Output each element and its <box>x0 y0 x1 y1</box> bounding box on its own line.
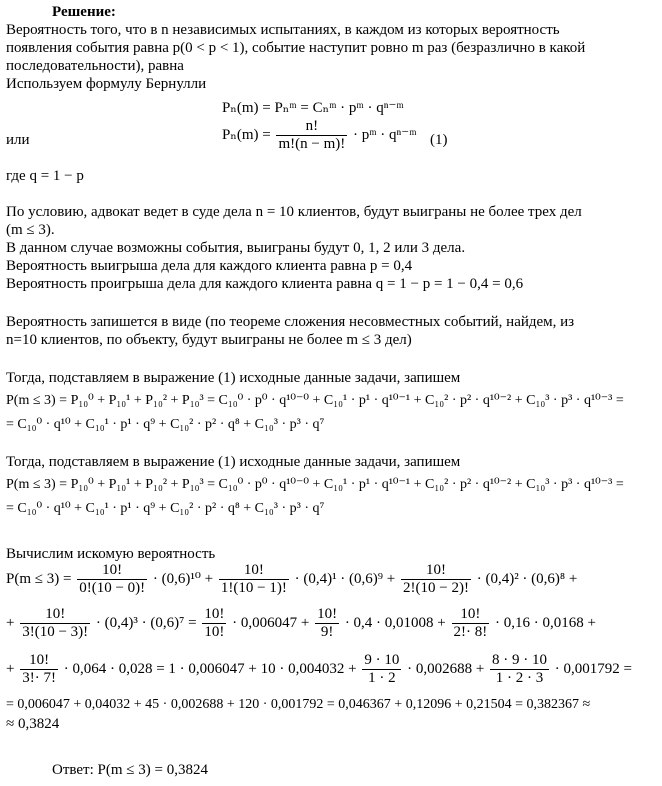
bernoulli-numerator: n! <box>305 118 319 134</box>
intro-line-4: Используем формулу Бернулли <box>6 76 207 92</box>
fraction-numerator: 10! <box>45 606 66 622</box>
fraction-10-28 <box>452 606 490 641</box>
calc-line-1 <box>6 562 577 597</box>
compute-text: Вычислим искомую вероятность <box>6 546 216 562</box>
fraction-numerator: 10! <box>102 562 123 578</box>
fraction-numerator: 10! <box>317 606 338 622</box>
calc-approx: ≈ 0,3824 <box>6 716 60 732</box>
calc-p-label: P(m ≤ 3) = <box>6 570 72 587</box>
fraction-numerator: 10! <box>29 652 50 668</box>
calc-line-final: = 0,006047 + 0,04032 + 45 · 0,002688 + 120 · 0,001792 = 0,046367 + 0,12096 + 0,21504 = 0,382367 ≈ <box>6 697 591 712</box>
plus-sign: + <box>6 660 15 677</box>
condition-line-2: (m ≤ 3). <box>6 222 55 238</box>
term-1: · (0,4)¹ · (0,6)⁹ + <box>294 570 396 587</box>
substitution-line-1-repeat: P(m ≤ 3) = P₁₀⁰ + P₁₀¹ + P₁₀² + P₁₀³ = C₁₀⁰ · p⁰ · q¹⁰⁻⁰ + C₁₀¹ · p¹ · q¹⁰⁻¹ + C₁₀² · p² · q¹⁰⁻² + C₁₀³ · p³ · q¹⁰⁻³ = <box>6 477 624 492</box>
substitute-text-2: Тогда, подставляем в выражение (1) исходные данные задачи, запишем <box>6 454 461 470</box>
bernoulli-formula: Pₙ(m) = Pₙᵐ = Cₙᵐ · pᵐ · qⁿ⁻ᵐ <box>222 100 404 116</box>
probability-line-1: Вероятность запишется в виде (по теореме сложения несовместных событий, найдем, из <box>6 314 575 330</box>
intro-line-2: появления события равна p(0 < p < 1), событие наступит ровно m раз (безразлично в какой <box>6 40 586 56</box>
equation-number: (1) <box>430 132 448 148</box>
fraction-denominator: 9! <box>315 623 339 641</box>
fraction-denominator: 3!(10 − 3)! <box>22 624 89 640</box>
condition-line-3: В данном случае возможны события, выиграны будут 0, 1, 2 или 3 дела. <box>6 240 466 256</box>
fraction-denominator: 1!(10 − 1)! <box>220 580 287 596</box>
term-0: · (0,6)¹⁰ + <box>152 570 214 587</box>
fraction-numerator: 8 · 9 · 10 <box>492 652 548 668</box>
or-label: или <box>6 132 30 148</box>
result-3: · 0,16 · 0,0168 + <box>495 614 596 631</box>
fraction-denominator: 1 · 2 · 3 <box>490 669 549 687</box>
fraction-numerator: 10! <box>243 562 264 578</box>
fraction-denominator: 10! <box>204 624 225 640</box>
bernoulli-fraction <box>276 118 347 153</box>
substitution-line-1: P(m ≤ 3) = P₁₀⁰ + P₁₀¹ + P₁₀² + P₁₀³ = C₁₀⁰ · p⁰ · q¹⁰⁻⁰ + C₁₀¹ · p¹ · q¹⁰⁻¹ + C₁₀² · p² · q¹⁰⁻² + C₁₀³ · p³ · q¹⁰⁻³ = <box>6 393 624 408</box>
fraction-numerator: 10! <box>204 606 225 622</box>
fraction-8910-123 <box>490 652 549 687</box>
bernoulli-formula-factorial <box>222 118 417 153</box>
result-1: · 0,006047 + <box>232 614 310 631</box>
fraction-c10-2 <box>401 562 471 597</box>
fraction-numerator: 10! <box>425 562 446 578</box>
condition-line-4: Вероятность выигрыша дела для каждого клиента равна p = 0,4 <box>6 258 413 274</box>
substitution-line-2: = C₁₀⁰ · q¹⁰ + C₁₀¹ · p¹ · q⁹ + C₁₀² · p² · q⁸ + C₁₀³ · p³ · q⁷ <box>6 417 325 432</box>
term-2: · (0,4)² · (0,6)⁸ + <box>476 570 578 587</box>
fraction-10-9 <box>315 606 339 641</box>
fraction-10-10 <box>202 606 226 641</box>
substitution-line-2-repeat: = C₁₀⁰ · q¹⁰ + C₁₀¹ · p¹ · q⁹ + C₁₀² · p² · q⁸ + C₁₀³ · p³ · q⁷ <box>6 501 325 516</box>
fraction-denominator: 2!· 8! <box>453 624 488 640</box>
where-q: где q = 1 − p <box>6 168 84 184</box>
calc-line-3 <box>6 652 632 687</box>
answer: Ответ: P(m ≤ 3) = 0,3824 <box>52 762 208 778</box>
condition-line-5: Вероятность проигрыша дела для каждого клиента равна q = 1 − p = 1 − 0,4 = 0,6 <box>6 276 524 292</box>
probability-line-2: n=10 клиентов, по объекту, будут выиграны не более m ≤ 3 дел) <box>6 332 412 348</box>
result-2: · 0,4 · 0,01008 + <box>344 614 446 631</box>
result-6: · 0,001792 = <box>554 660 633 677</box>
term-3: · (0,4)³ · (0,6)⁷ = <box>95 614 197 631</box>
fraction-numerator: 10! <box>460 606 481 622</box>
fraction-denominator: 1 · 2 <box>362 669 401 687</box>
fraction-denominator: 0!(10 − 0)! <box>79 580 146 596</box>
intro-line-3: последовательности), равна <box>6 58 184 74</box>
solution-heading: Решение: <box>52 4 116 20</box>
bernoulli-left: Pₙ(m) = <box>222 126 271 143</box>
result-5: · 0,002688 + <box>407 660 485 677</box>
bernoulli-right: · pᵐ · qⁿ⁻ᵐ <box>352 126 417 143</box>
result-4: · 0,064 · 0,028 = 1 · 0,006047 + 10 · 0,004032 + <box>63 660 357 677</box>
substitute-text-1: Тогда, подставляем в выражение (1) исходные данные задачи, запишем <box>6 370 461 386</box>
bernoulli-denominator: m!(n − m)! <box>278 136 346 152</box>
fraction-c10-3 <box>20 606 90 641</box>
fraction-denominator: 2!(10 − 2)! <box>403 580 469 596</box>
fraction-910-12 <box>362 652 401 687</box>
fraction-10-37 <box>20 652 58 687</box>
condition-line-1: По условию, адвокат ведет в суде дела n = 10 клиентов, будут выиграны не более трех дел <box>6 204 582 220</box>
calc-line-2 <box>6 606 596 641</box>
fraction-denominator: 3!· 7! <box>22 670 56 686</box>
fraction-c10-1 <box>219 562 289 597</box>
plus-sign: + <box>6 614 15 631</box>
intro-line-1: Вероятность того, что в n независимых испытаниях, в каждом из которых вероятность <box>6 22 560 38</box>
fraction-c10-0 <box>77 562 147 597</box>
fraction-numerator: 9 · 10 <box>364 652 400 668</box>
